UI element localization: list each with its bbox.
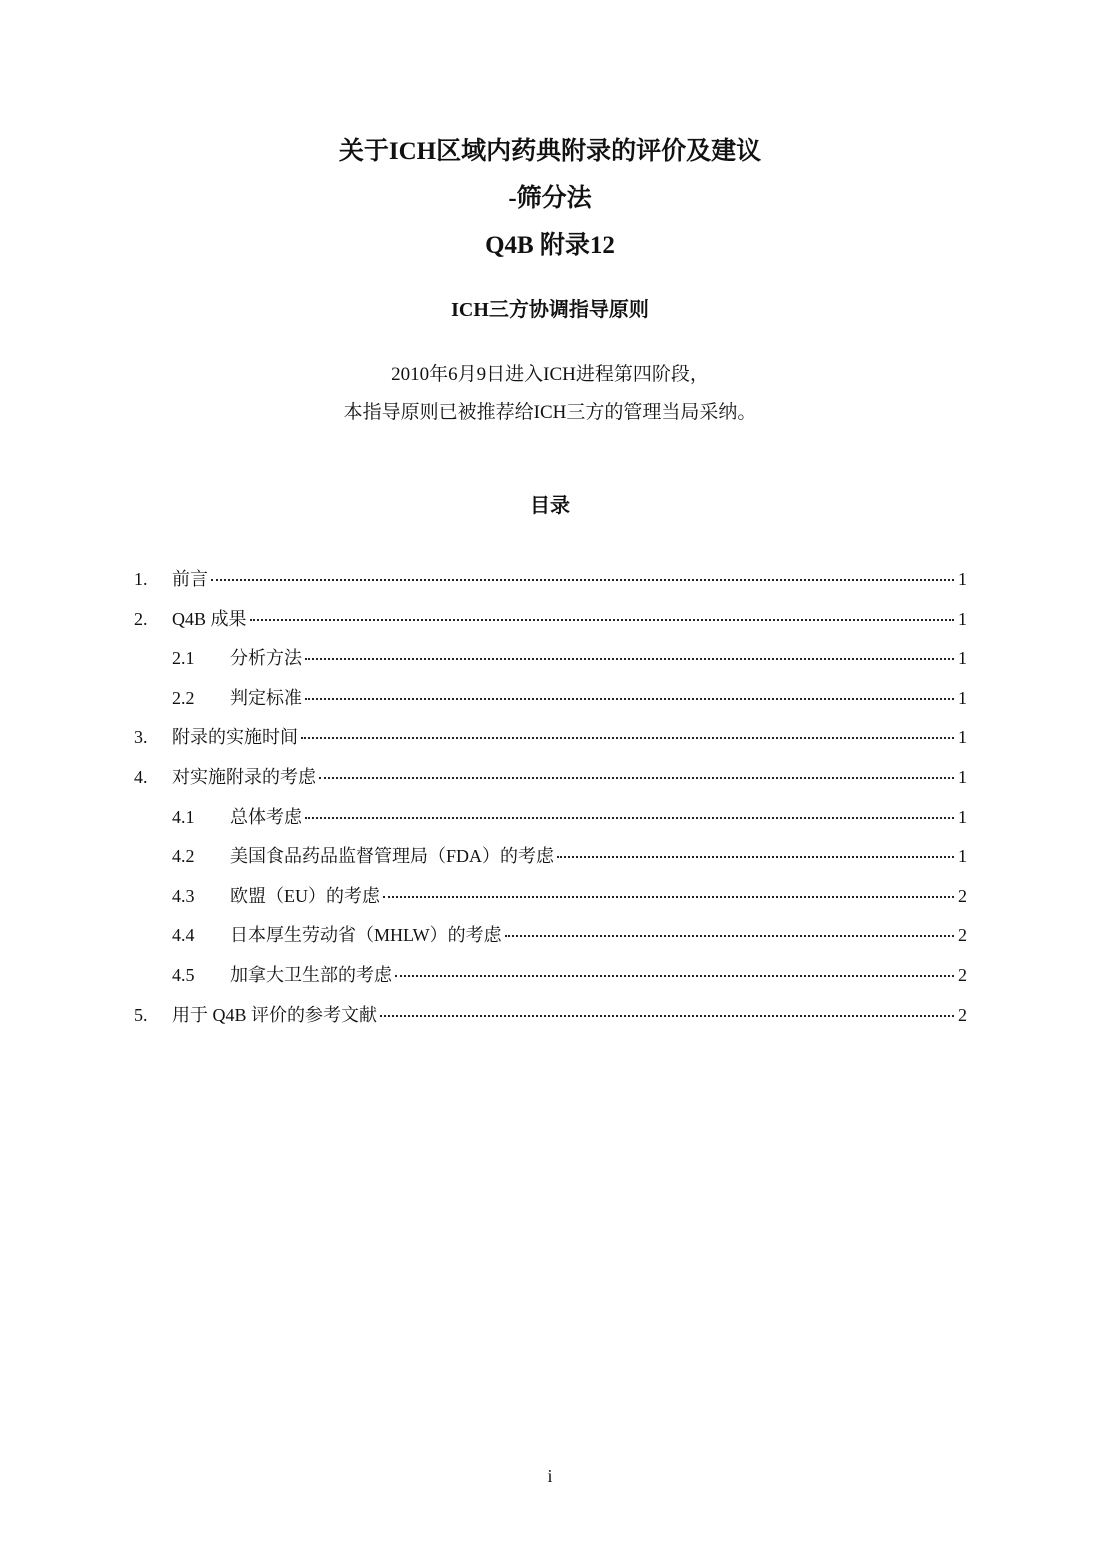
toc-dot-leader [395,974,954,977]
toc-entry-label: 美国食品药品监督管理局（FDA）的考虑 [230,846,555,867]
toc-heading: 目录 [530,495,570,517]
toc-entry-number: 1. [134,569,148,589]
title-line-3: Q4B 附录12 [485,232,615,259]
toc-entry-page: 1 [958,806,967,827]
toc-entry-label: 用于 Q4B 评价的参考文献 [172,1004,378,1025]
toc-entry-label: 欧盟（EU）的考虑 [230,885,380,906]
title-line-2: -筛分法 [508,185,592,212]
document-title [0,128,1100,269]
toc-entry-number: 2.2 [172,687,195,708]
toc-entry-page: 2 [958,925,967,946]
toc-entry[interactable] [134,679,967,719]
toc-entry-number: 3. [134,727,148,748]
toc-entry[interactable] [134,916,967,956]
toc-entry-page: 1 [958,727,967,748]
title-line-1: 关于ICH区域内药典附录的评价及建议 [338,138,762,165]
toc-entry-page: 1 [958,846,967,867]
toc-entry[interactable] [134,718,967,758]
toc-entry-number: 4.4 [172,925,195,946]
toc-dot-leader [305,816,954,819]
guideline-heading: ICH三方协调指导原则 [451,299,649,321]
toc-entry-label: 总体考虑 [230,806,302,827]
toc-entry-label: 前言 [172,569,208,589]
toc-entry-page: 1 [958,648,967,669]
toc-entry-number: 4.3 [172,885,195,906]
toc-entry[interactable] [134,560,967,600]
toc-entry[interactable] [134,600,967,640]
stage-note-line-1: 2010年6月9日进入ICH进程第四阶段， [391,364,709,385]
toc-entry[interactable] [134,996,967,1036]
toc-entry-label: 判定标准 [230,687,302,708]
toc-entry[interactable] [134,837,967,877]
stage-note-line-2: 本指导原则已被推荐给ICH三方的管理当局采纳。 [343,402,757,423]
toc-dot-leader [557,855,954,858]
toc-entry-label: 加拿大卫生部的考虑 [230,964,392,985]
toc-entry-number: 4.5 [172,964,195,985]
toc-entry-number: 4. [134,766,148,787]
toc-entry-number: 4.2 [172,846,195,867]
toc-entry[interactable] [134,956,967,996]
toc-entry[interactable] [134,877,967,917]
toc-dot-leader [211,578,954,581]
toc-dot-leader [301,736,954,739]
toc-entry[interactable] [134,758,967,798]
toc-dot-leader [250,618,954,621]
toc-entry-page: 2 [958,964,967,985]
toc-entry-number: 5. [134,1004,148,1025]
toc-dot-leader [380,1014,954,1017]
toc-entry-page: 1 [958,687,967,708]
toc-entry-label: 对实施附录的考虑 [172,766,316,787]
toc-entry-label: 附录的实施时间 [172,727,298,748]
toc-entry-label: 分析方法 [230,648,302,669]
toc-dot-leader [305,657,954,660]
toc-entry-number: 4.1 [172,806,195,827]
table-of-contents [134,560,967,1035]
toc-entry-page: 1 [958,608,967,629]
toc-dot-leader [319,776,954,779]
toc-entry-label: Q4B 成果 [172,608,247,629]
toc-entry-page: 2 [958,885,967,906]
toc-entry-number: 2.1 [172,648,195,669]
toc-entry-page: 1 [958,766,967,787]
toc-entry-label: 日本厚生劳动省（MHLW）的考虑 [230,925,502,946]
toc-entry-page: 1 [958,569,967,589]
toc-entry-number: 2. [134,608,148,629]
page-number: i [547,1466,553,1486]
toc-entry[interactable] [134,798,967,838]
toc-entry-page: 2 [958,1004,967,1025]
toc-dot-leader [505,934,954,937]
toc-dot-leader [383,895,954,898]
toc-entry[interactable] [134,639,967,679]
toc-dot-leader [305,697,954,700]
stage-note [0,356,1100,432]
